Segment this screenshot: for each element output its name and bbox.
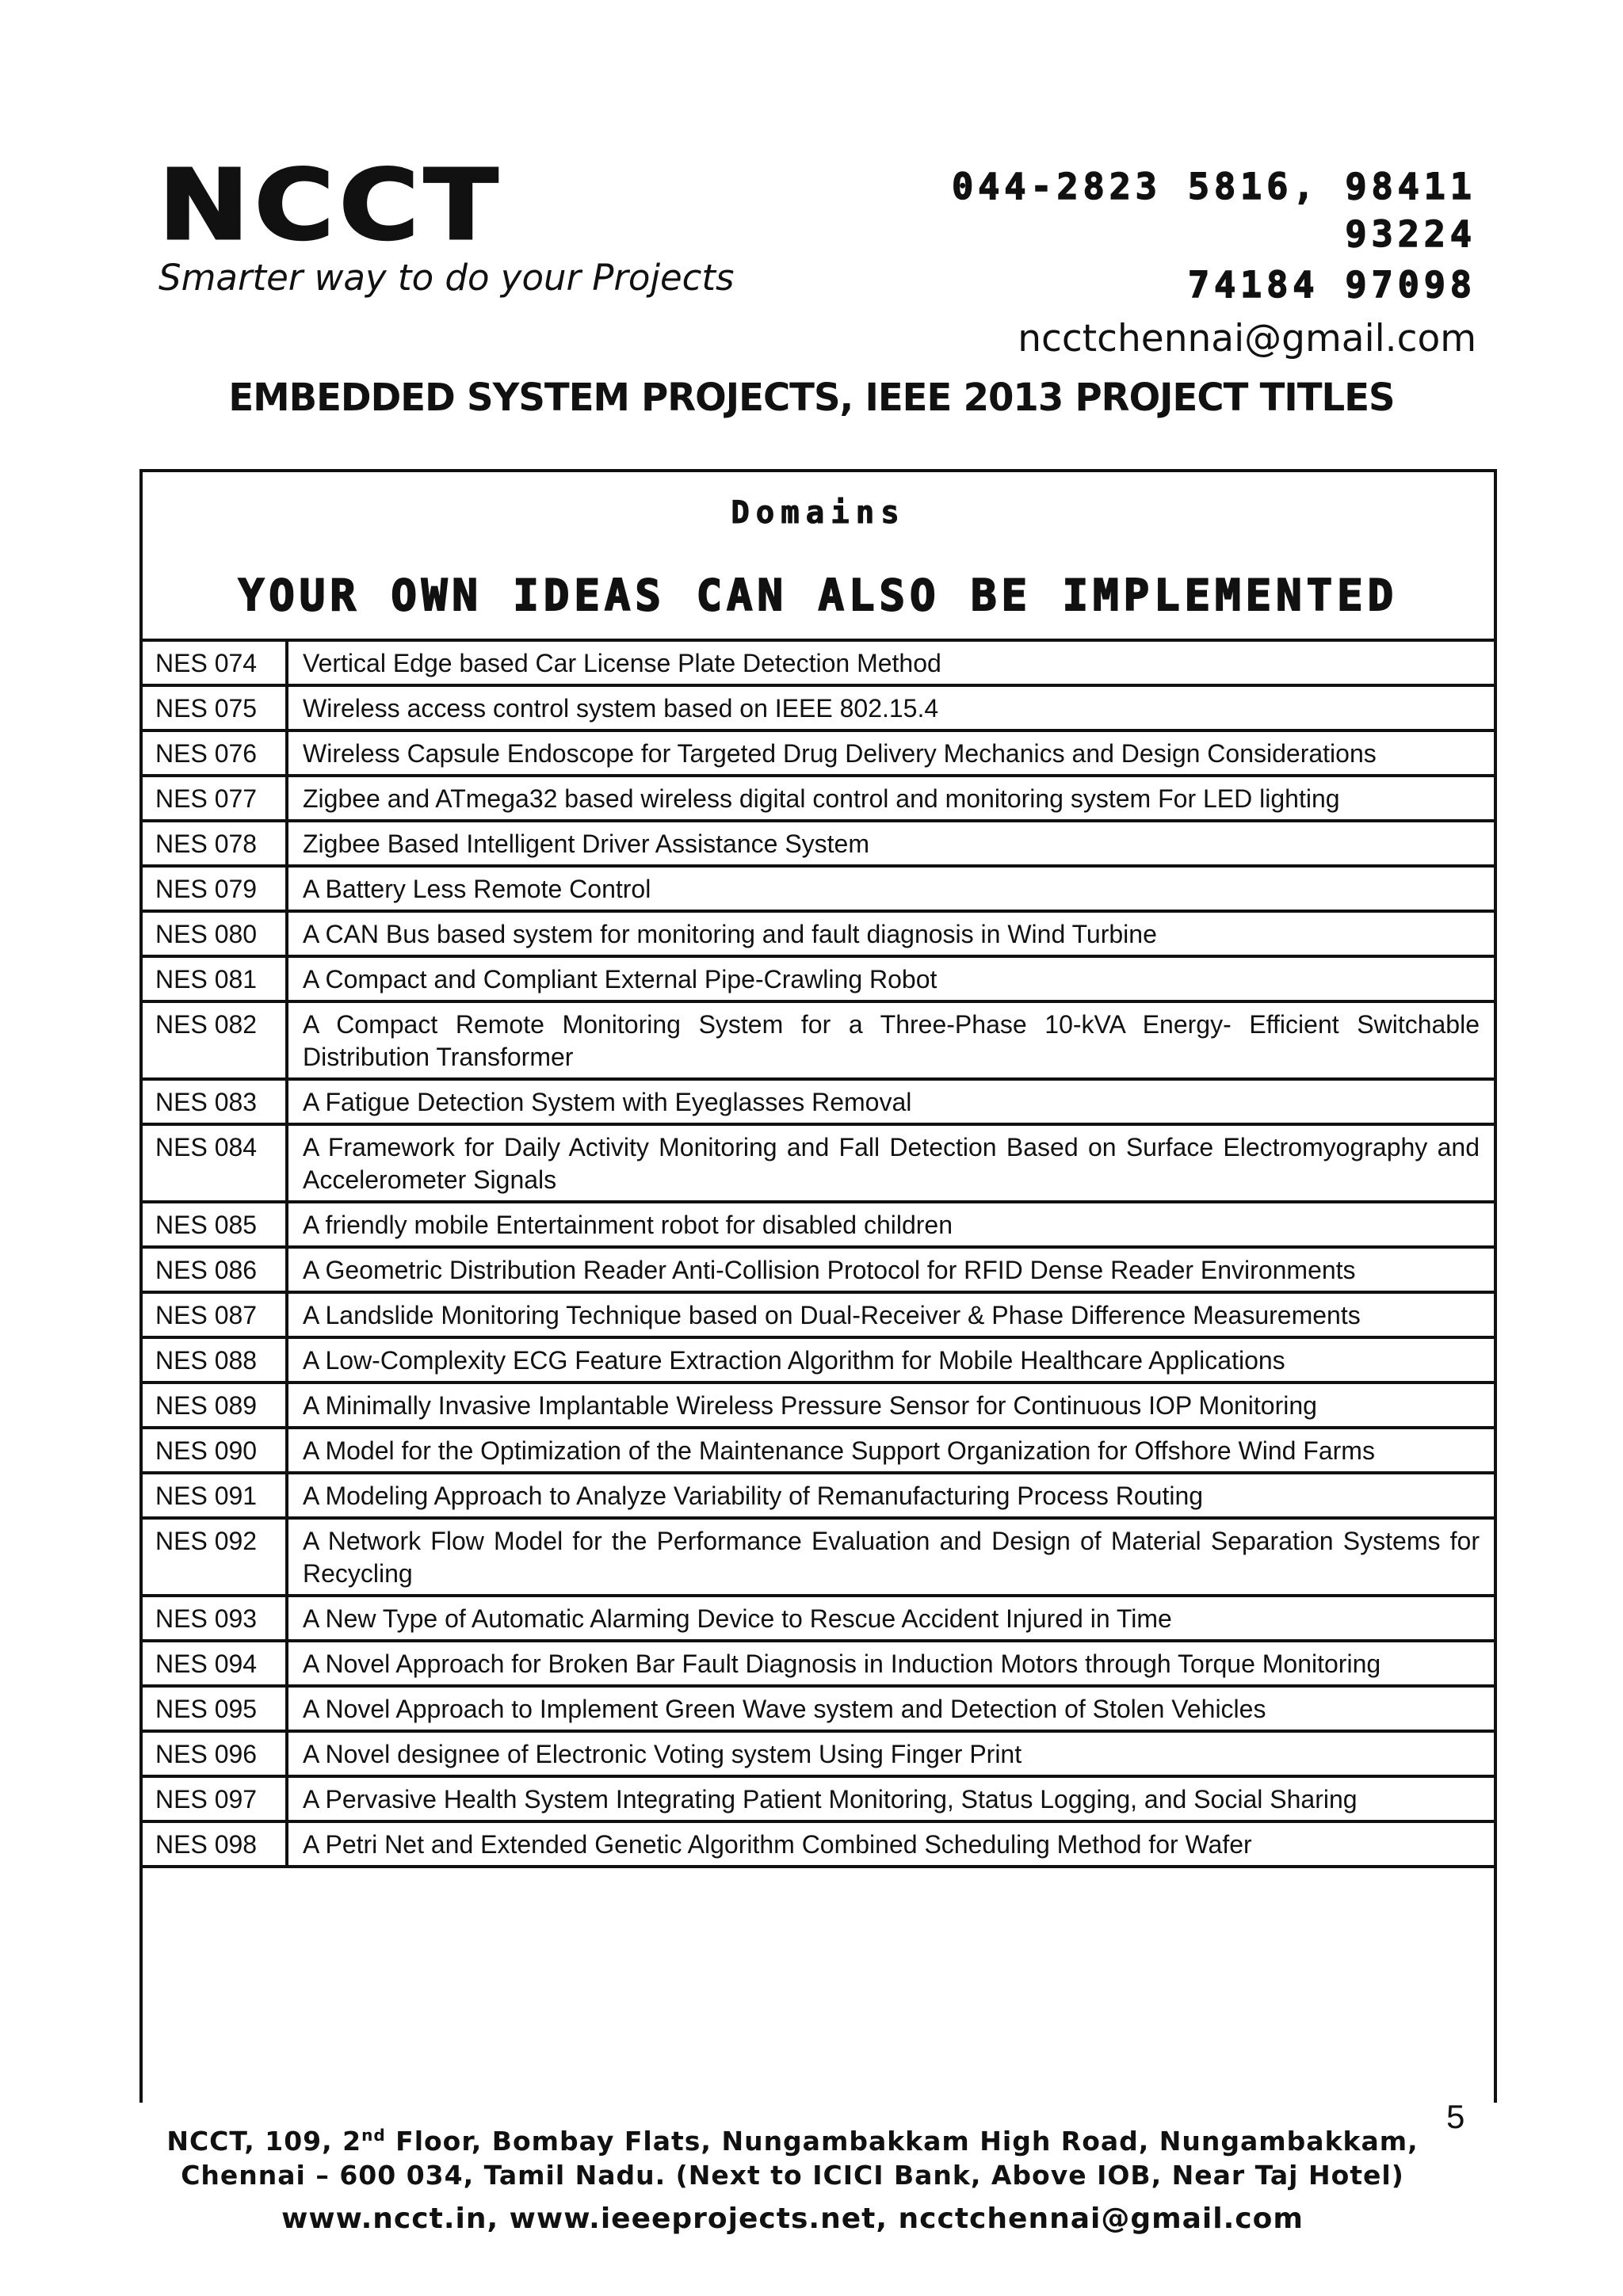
project-code: NES 087 (143, 1292, 287, 1337)
project-code: NES 083 (143, 1079, 287, 1124)
project-title: Zigbee Based Intelligent Driver Assistance System (287, 821, 1494, 866)
project-title: A Pervasive Health System Integrating Patient Monitoring, Status Logging, and Social Sharing (287, 1776, 1494, 1821)
project-title: A New Type of Automatic Alarming Device to Rescue Accident Injured in Time (287, 1596, 1494, 1641)
project-title: Wireless Capsule Endoscope for Targeted Drug Delivery Mechanics and Design Considerations (287, 730, 1494, 776)
project-title: A Network Flow Model for the Performance Evaluation and Design of Material Separation Systems for Recycling (287, 1518, 1494, 1596)
table-banner (143, 472, 1494, 642)
project-title: Vertical Edge based Car License Plate Detection Method (287, 642, 1494, 685)
table-row (143, 1337, 1494, 1383)
table-row (143, 776, 1494, 821)
table-row (143, 642, 1494, 685)
phone-line-3: 74184 97098 (1187, 264, 1476, 306)
project-title: A Low-Complexity ECG Feature Extraction Algorithm for Mobile Healthcare Applications (287, 1337, 1494, 1383)
own-ideas-heading: YOUR OWN IDEAS CAN ALSO BE IMPLEMENTED (238, 570, 1399, 620)
contact-block (874, 163, 1476, 363)
table-row (143, 1641, 1494, 1686)
project-title: A Minimally Invasive Implantable Wireless Pressure Sensor for Continuous IOP Monitoring (287, 1383, 1494, 1428)
table-row (143, 1079, 1494, 1124)
project-code: NES 081 (143, 956, 287, 1001)
project-code: NES 085 (143, 1202, 287, 1247)
table-row (143, 1202, 1494, 1247)
ncct-logo: NCCT (158, 149, 504, 261)
table-row (143, 1518, 1494, 1596)
project-title: A Model for the Optimization of the Maintenance Support Organization for Offshore Wind Farms (287, 1428, 1494, 1473)
project-title: A Petri Net and Extended Genetic Algorithm Combined Scheduling Method for Wafer (287, 1821, 1494, 1867)
table-row (143, 1686, 1494, 1731)
project-code: NES 082 (143, 1001, 287, 1079)
project-title: A Fatigue Detection System with Eyeglasses Removal (287, 1079, 1494, 1124)
project-code: NES 089 (143, 1383, 287, 1428)
project-code: NES 088 (143, 1337, 287, 1383)
table-row (143, 1473, 1494, 1518)
project-title: A Novel designee of Electronic Voting system Using Finger Print (287, 1731, 1494, 1776)
tagline: Smarter way to do your Projects (158, 257, 735, 299)
project-title: A Novel Approach for Broken Bar Fault Diagnosis in Induction Motors through Torque Monitoring (287, 1641, 1494, 1686)
project-list (143, 642, 1494, 1868)
project-title: A CAN Bus based system for monitoring and fault diagnosis in Wind Turbine (287, 911, 1494, 956)
project-title: A Landslide Monitoring Technique based on Dual-Receiver & Phase Difference Measurements (287, 1292, 1494, 1337)
phone-line-1: 044-2823 5816, 98411 (952, 166, 1476, 208)
project-code: NES 090 (143, 1428, 287, 1473)
project-code: NES 092 (143, 1518, 287, 1596)
footer-line-1: NCCT, 109, 2nd Floor, Bombay Flats, Nungambakkam High Road, Nungambakkam, (166, 2126, 1419, 2157)
project-code: NES 096 (143, 1731, 287, 1776)
projects-table (139, 469, 1497, 2103)
table-row (143, 866, 1494, 911)
project-title: A Compact and Compliant External Pipe-Crawling Robot (287, 956, 1494, 1001)
footer-websites: www.ncct.in, www.ieeeprojects.net, ncctchennai@gmail.com (281, 2203, 1304, 2235)
project-title: Zigbee and ATmega32 based wireless digital control and monitoring system For LED lighting (287, 776, 1494, 821)
table-row (143, 685, 1494, 730)
project-code: NES 075 (143, 685, 287, 730)
table-row (143, 1428, 1494, 1473)
project-code: NES 084 (143, 1124, 287, 1202)
footer-line-2: Chennai – 600 034, Tamil Nadu. (Next to ICICI Bank, Above IOB, Near Taj Hotel) (181, 2160, 1404, 2191)
table-row (143, 1383, 1494, 1428)
table-row (143, 1124, 1494, 1202)
table-row (143, 956, 1494, 1001)
table-row (143, 730, 1494, 776)
project-code: NES 098 (143, 1821, 287, 1867)
footer-address (158, 2119, 1426, 2236)
table-row (143, 1596, 1494, 1641)
project-code: NES 094 (143, 1641, 287, 1686)
phone-line-2: 93224 (1345, 213, 1476, 255)
project-title: A friendly mobile Entertainment robot for disabled children (287, 1202, 1494, 1247)
project-title: A Modeling Approach to Analyze Variability of Remanufacturing Process Routing (287, 1473, 1494, 1518)
project-code: NES 086 (143, 1247, 287, 1292)
document-title: EMBEDDED SYSTEM PROJECTS, IEEE 2013 PROJECT TITLES (228, 376, 1395, 420)
table-row (143, 1001, 1494, 1079)
project-title: A Novel Approach to Implement Green Wave system and Detection of Stolen Vehicles (287, 1686, 1494, 1731)
project-code: NES 097 (143, 1776, 287, 1821)
table-row (143, 911, 1494, 956)
page-number: 5 (1446, 2098, 1465, 2135)
project-code: NES 076 (143, 730, 287, 776)
table-row (143, 1821, 1494, 1867)
project-title: A Geometric Distribution Reader Anti-Collision Protocol for RFID Dense Reader Environments (287, 1247, 1494, 1292)
project-code: NES 080 (143, 911, 287, 956)
project-code: NES 095 (143, 1686, 287, 1731)
table-row (143, 1731, 1494, 1776)
project-title: Wireless access control system based on IEEE 802.15.4 (287, 685, 1494, 730)
table-row (143, 821, 1494, 866)
table-row (143, 1247, 1494, 1292)
project-title: A Battery Less Remote Control (287, 866, 1494, 911)
project-title: A Compact Remote Monitoring System for a Three-Phase 10-kVA Energy- Efficient Switchable Distribution Transformer (287, 1001, 1494, 1079)
project-title: A Framework for Daily Activity Monitoring and Fall Detection Based on Surface Electromyography and Accelerometer Signals (287, 1124, 1494, 1202)
project-code: NES 078 (143, 821, 287, 866)
contact-email: ncctchennai@gmail.com (1018, 317, 1476, 360)
project-code: NES 077 (143, 776, 287, 821)
domains-heading: Domains (731, 495, 906, 531)
project-code: NES 093 (143, 1596, 287, 1641)
project-code: NES 074 (143, 642, 287, 685)
table-row (143, 1776, 1494, 1821)
table-row (143, 1292, 1494, 1337)
project-code: NES 091 (143, 1473, 287, 1518)
project-code: NES 079 (143, 866, 287, 911)
